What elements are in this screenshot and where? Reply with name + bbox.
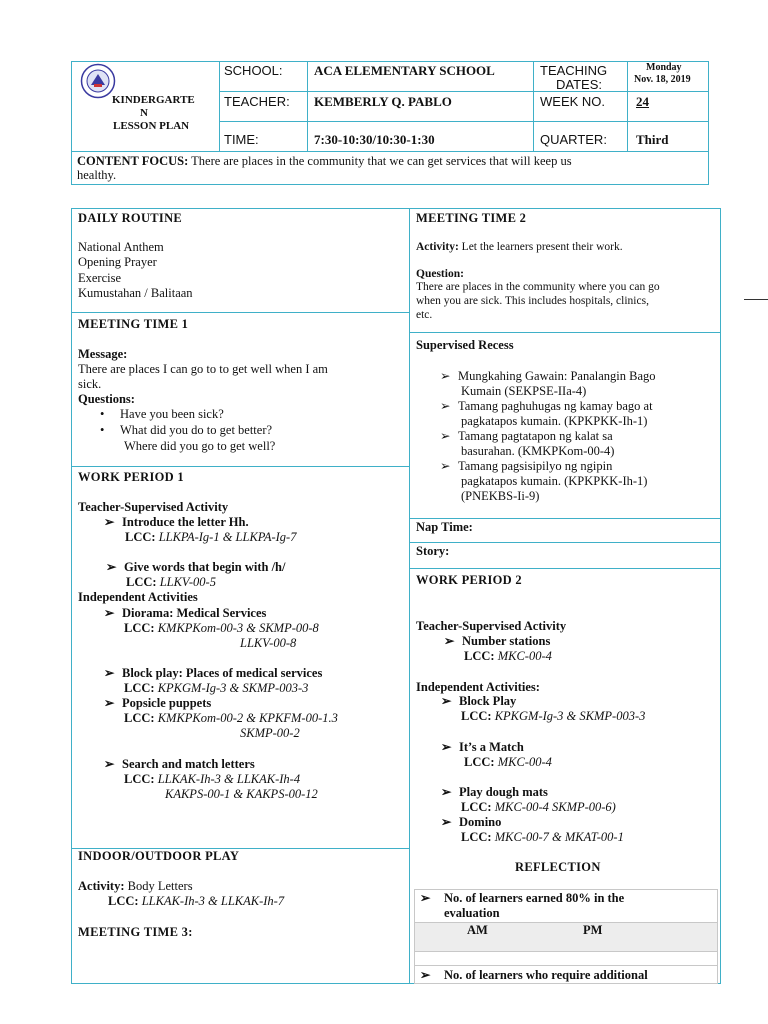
recess-item-cont: (PNEKBS-Ii-9) [461,489,540,503]
arrow-bullet-icon: ➢ [444,634,455,648]
wp1-ind-1: ➢ Diorama: Medical Services [104,606,267,620]
wp1-item-1: ➢ Introduce the letter Hh. [104,515,249,529]
wp2-item-1: ➢ Number stations [444,634,551,648]
daily-routine-item: Kumustahan / Balitaan [78,286,193,300]
wp2-ind-2-lcc: LCC: MKC-00-4 [464,755,552,769]
recess-item-cont: pagkatapos kumain. (KPKPKK-Ih-1) [461,474,648,488]
bullet-icon: • [100,423,105,437]
wp2-item-1-lcc: LCC: MKC-00-4 [464,649,552,663]
arrow-bullet-icon: ➢ [440,459,451,473]
wp1-ind-4-lcc-2: KAKPS-00-1 & KAKPS-00-12 [165,787,318,801]
arrow-bullet-icon: ➢ [104,606,115,620]
wp2-ind-4: ➢ Domino [441,815,502,829]
quarter-value: Third [636,132,669,147]
message-line1: There are places I can go to to get well when I am [78,362,328,376]
reflection-gray-row [415,922,717,951]
wp1-ind-2-lcc: LCC: KPKGM-Ig-3 & SKMP-003-3 [124,681,309,695]
question-item: • What did you do to get better? [100,423,273,437]
meeting-time-2-title: MEETING TIME 2 [416,211,527,225]
mt2-question-line: when you are sick. This includes hospitals, clinics, [416,295,649,307]
recess-item-cont: pagkatapos kumain. (KPKPKK-Ih-1) [461,414,648,428]
lesson-plan-title-line1: KINDERGARTE [112,94,195,106]
quarter-label: QUARTER: [540,132,607,147]
arrow-bullet-icon: ➢ [104,666,115,680]
teaching-dates-label-line1: TEACHING [540,63,608,78]
arrow-bullet-icon: ➢ [441,694,452,708]
message-label: Message: [78,347,128,361]
arrow-bullet-icon: ➢ [440,429,451,443]
arrow-bullet-icon: ➢ [104,757,115,771]
week-label: WEEK NO. [540,94,606,109]
questions-label: Questions: [78,392,135,406]
wp1-ind-3-lcc: LCC: KMKPKom-00-2 & KPKFM-00-1.3 [124,711,338,725]
indoor-lcc: LCC: LLKAK-Ih-3 & LLKAK-Ih-7 [108,894,285,908]
time-value: 7:30-10:30/10:30-1:30 [314,132,435,147]
recess-item: ➢ Tamang pagtatapon ng kalat sa [440,429,613,443]
wp2-ind-1-lcc: LCC: KPKGM-Ig-3 & SKMP-003-3 [461,709,646,723]
mt2-question-label: Question: [416,268,464,280]
reflection-row-1: ➢ No. of learners earned 80% in the [420,891,625,905]
bullet-icon: • [100,407,105,421]
nap-time-label: Nap Time: [416,520,473,534]
wp2-ind-2: ➢ It’s a Match [441,740,524,754]
arrow-bullet-icon: ➢ [441,785,452,799]
wp1-ind-2: ➢ Block play: Places of medical services [104,666,323,680]
question-extra: Where did you go to get well? [124,439,276,453]
question-item: • Have you been sick? [100,407,224,421]
reflection-row-2: ➢ No. of learners who require additional [420,968,648,982]
arrow-bullet-icon: ➢ [106,560,117,574]
date-value: Nov. 18, 2019 [634,74,691,85]
content-focus-line1 [77,154,572,169]
indoor-activity: Activity: Body Letters [78,879,193,893]
wp2-ind-4-lcc: LCC: MKC-00-7 & MKAT-00-1 [461,830,624,844]
mt2-question-line: etc. [416,309,433,321]
daily-routine-title: DAILY ROUTINE [78,211,183,225]
mt2-activity: Activity: Let the learners present their work. [416,241,623,253]
reflection-pm-label: PM [583,923,603,937]
arrow-bullet-icon: ➢ [104,696,115,710]
school-label: SCHOOL: [224,63,283,78]
wp2-teacher-supervised-label: Teacher-Supervised Activity [416,619,567,633]
arrow-bullet-icon: ➢ [441,815,452,829]
wp1-ind-3-lcc-2: SKMP-00-2 [240,726,300,740]
arrow-bullet-icon: ➢ [104,515,115,529]
wp2-ind-3-lcc: LCC: MKC-00-4 SKMP-00-6) [461,800,616,814]
wp1-ind-4-lcc: LCC: LLKAK-Ih-3 & LLKAK-Ih-4 [124,772,301,786]
wp1-item-2-lcc: LCC: LLKV-00-5 [126,575,216,589]
wp2-independent-label: Independent Activities: [416,680,540,694]
teaching-dates-label-line2: DATES: [556,77,602,92]
page-edge-mark [744,299,768,300]
reflection-row-1-cont: evaluation [444,906,500,920]
wp1-ind-1-lcc-2: LLKV-00-8 [240,636,297,650]
arrow-bullet-icon: ➢ [420,968,431,982]
teacher-supervised-label: Teacher-Supervised Activity [78,500,229,514]
recess-item-cont: basurahan. (KMKPKom-00-4) [461,444,615,458]
work-period-2-title: WORK PERIOD 2 [416,573,522,587]
wp1-ind-1-lcc: LCC: KMKPKom-00-3 & SKMP-00-8 [124,621,319,635]
work-period-1-title: WORK PERIOD 1 [78,470,184,484]
arrow-bullet-icon: ➢ [440,399,451,413]
supervised-recess-title: Supervised Recess [416,338,514,352]
time-label: TIME: [224,132,259,147]
lesson-plan-title-line3: LESSON PLAN [113,120,190,132]
wp1-item-2: ➢ Give words that begin with /h/ [106,560,286,574]
wp1-item-1-lcc: LCC: LLKPA-Ig-1 & LLKPA-Ig-7 [125,530,297,544]
independent-activities-label: Independent Activities [78,590,198,604]
recess-item: ➢ Tamang pagsisipilyo ng ngipin [440,459,613,473]
reflection-title: REFLECTION [515,860,601,874]
week-value: 24 [636,94,649,109]
content-focus-label: CONTENT FOCUS: [77,154,189,168]
arrow-bullet-icon: ➢ [420,891,431,905]
wp1-ind-3: ➢ Popsicle puppets [104,696,212,710]
recess-item: ➢ Tamang paghuhugas ng kamay bago at [440,399,653,413]
teacher-value: KEMBERLY Q. PABLO [314,94,452,109]
recess-item: ➢ Mungkahing Gawain: Panalangin Bago [440,369,656,383]
content-focus-text: There are places in the community that we can get services that will keep us [188,154,572,168]
school-value: ACA ELEMENTARY SCHOOL [314,63,495,78]
mt2-question-line: There are places in the community where you can go [416,281,660,293]
meeting-time-1-title: MEETING TIME 1 [78,317,189,331]
reflection-am-label: AM [467,923,488,937]
deped-seal-logo [80,63,116,99]
daily-routine-item: Opening Prayer [78,255,157,269]
teacher-label: TEACHER: [224,94,290,109]
arrow-bullet-icon: ➢ [441,740,452,754]
daily-routine-item: Exercise [78,271,122,285]
recess-item-cont: Kumain (SEKPSE-IIa-4) [461,384,587,398]
indoor-outdoor-title: INDOOR/OUTDOOR PLAY [78,849,240,863]
lesson-plan-title-line2: N [140,107,148,119]
arrow-bullet-icon: ➢ [440,369,451,383]
daily-routine-item: National Anthem [78,240,164,254]
wp2-ind-1: ➢ Block Play [441,694,517,708]
story-label: Story: [416,544,450,558]
message-line2: sick. [78,377,102,391]
wp1-ind-4: ➢ Search and match letters [104,757,255,771]
date-day: Monday [646,62,682,73]
wp2-ind-3: ➢ Play dough mats [441,785,548,799]
content-focus-line2: healthy. [77,168,117,182]
meeting-time-3-title: MEETING TIME 3: [78,925,193,939]
